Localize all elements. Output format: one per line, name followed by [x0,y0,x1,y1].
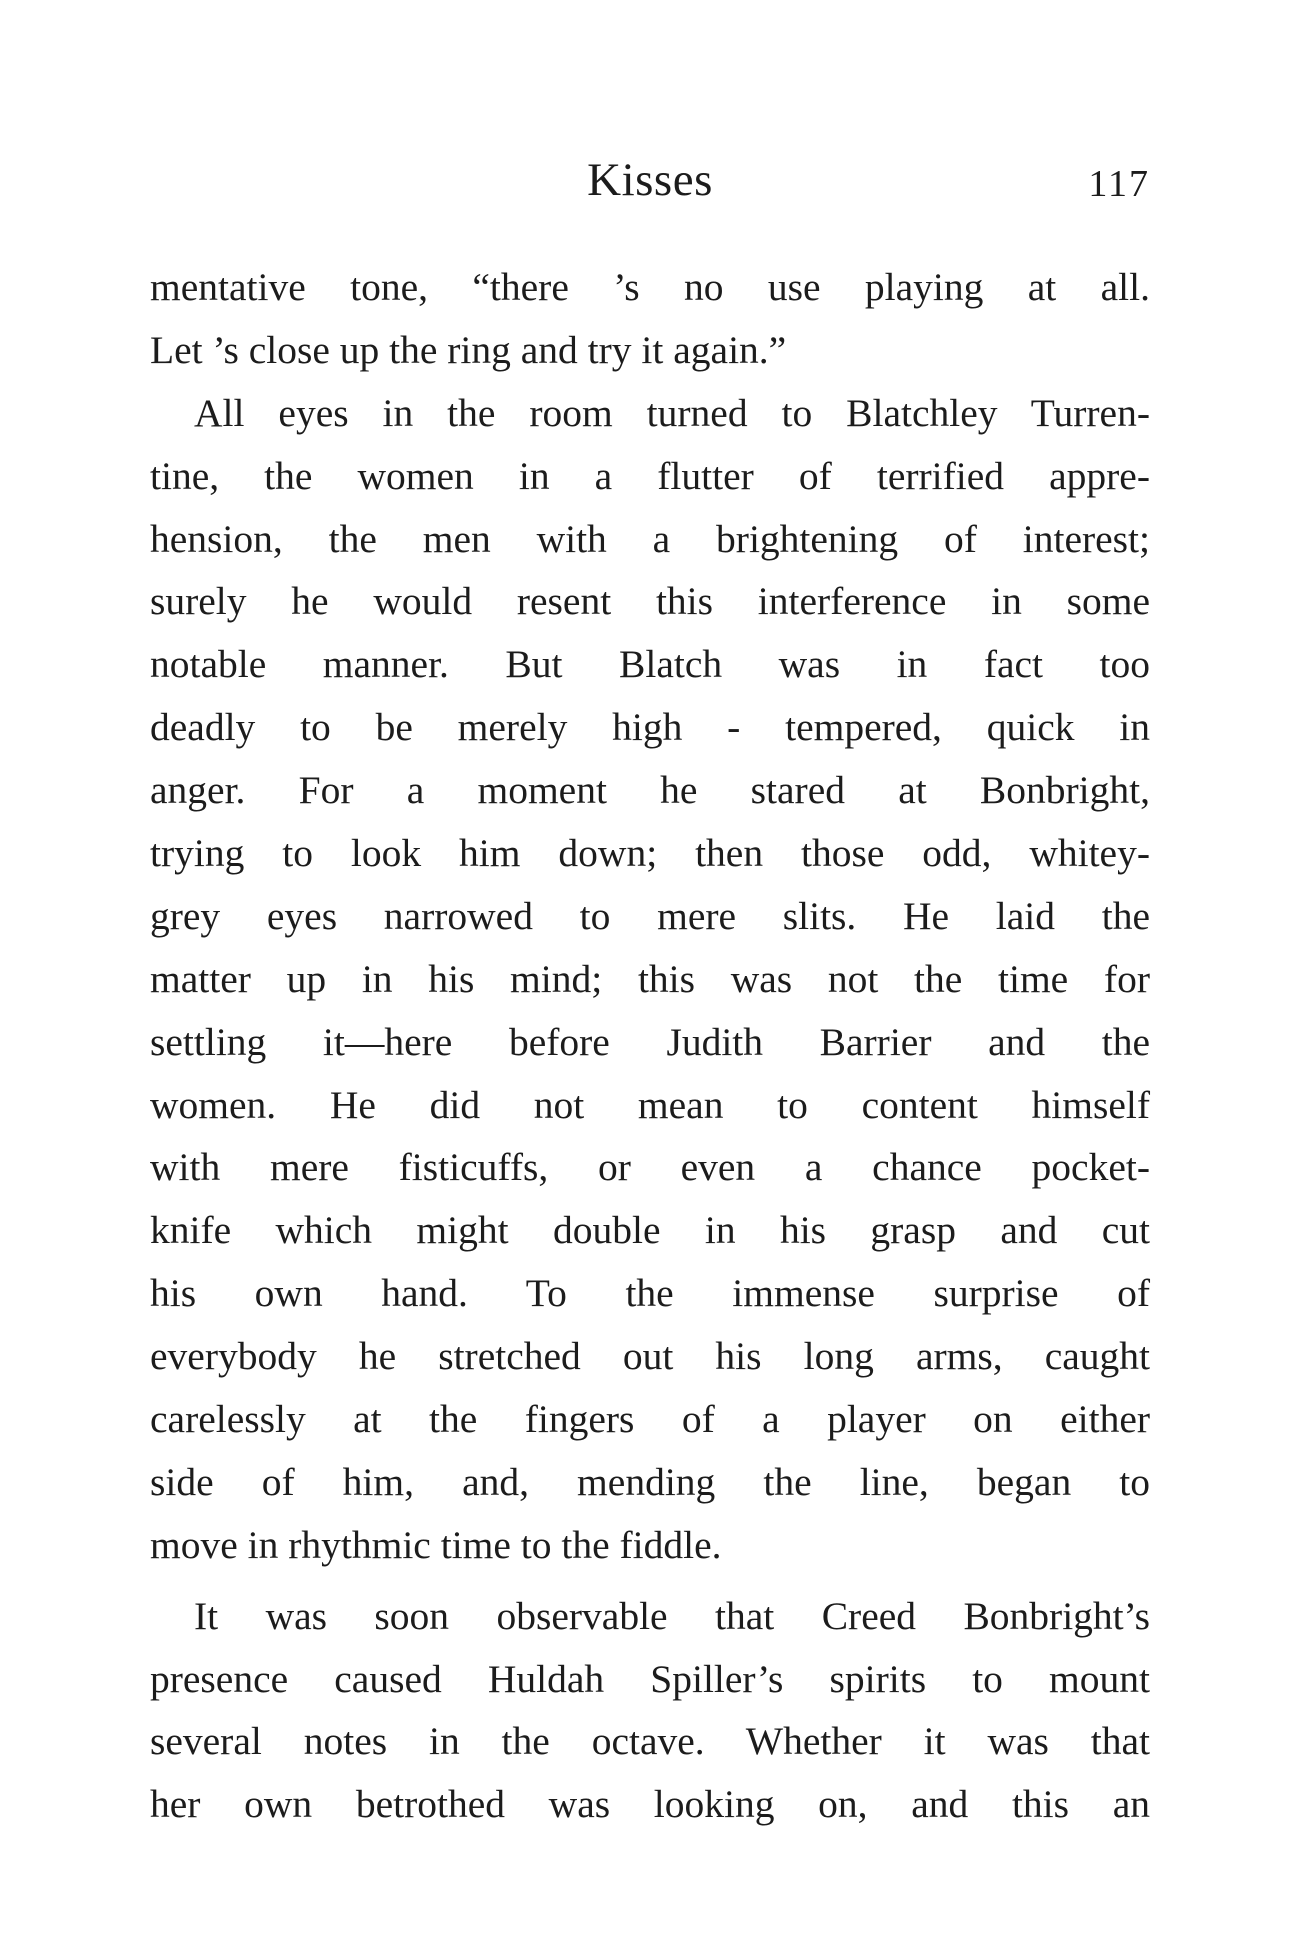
paragraph-blatch [150,382,1150,1577]
text-line: knife which might double in his grasp and cut [150,1208,1150,1253]
text-line: his own hand. To the immense surprise of [150,1271,1150,1316]
running-title: Kisses [587,154,713,206]
text-line: deadly to be merely high - tempered, quick in [150,705,1150,750]
paragraph-huldah [150,1585,1150,1837]
text-line: side of him, and, mending the line, began to [150,1459,1150,1504]
text-line: everybody he stretched out his long arms, caught [150,1334,1150,1379]
running-head [150,150,1150,210]
text-line: presence caused Huldah Spiller’s spirits to mount [150,1656,1150,1701]
text-line: surely he would resent this interference in some [150,579,1150,624]
text-line: It was soon observable that Creed Bonbright’s [194,1593,1150,1638]
text-line: several notes in the octave. Whether it was that [150,1719,1150,1764]
text-line: All eyes in the room turned to Blatchley Turren- [194,390,1150,435]
text-line: trying to look him down; then those odd, whitey- [150,831,1150,876]
text-line: notable manner. But Blatch was in fact too [150,642,1150,687]
text-line: carelessly at the fingers of a player on either [150,1397,1150,1442]
text-line: anger. For a moment he stared at Bonbright, [150,768,1150,813]
text-line: move in rhythmic time to the fiddle. [150,1522,722,1567]
text-line: her own betrothed was looking on, and this an [150,1782,1150,1827]
text-line: hension, the men with a brightening of interest; [150,516,1150,561]
paragraph-gap [150,1577,1150,1585]
text-line: Let ’s close up the ring and try it again.” [150,327,787,372]
paragraph-continued [150,256,1150,382]
body-text [150,256,1150,1836]
text-line: women. He did not mean to content himself [150,1082,1150,1127]
text-line: mentative tone, “there ’s no use playing at all. [150,265,1150,309]
text-line: matter up in his mind; this was not the time for [150,956,1150,1001]
text-line: grey eyes narrowed to mere slits. He laid the [150,893,1150,938]
text-line: with mere fisticuffs, or even a chance pocket- [150,1145,1150,1190]
text-line: settling it—here before Judith Barrier and the [150,1019,1150,1064]
text-line: tine, the women in a flutter of terrified appre- [150,453,1150,498]
page-number: 117 [1088,163,1150,205]
